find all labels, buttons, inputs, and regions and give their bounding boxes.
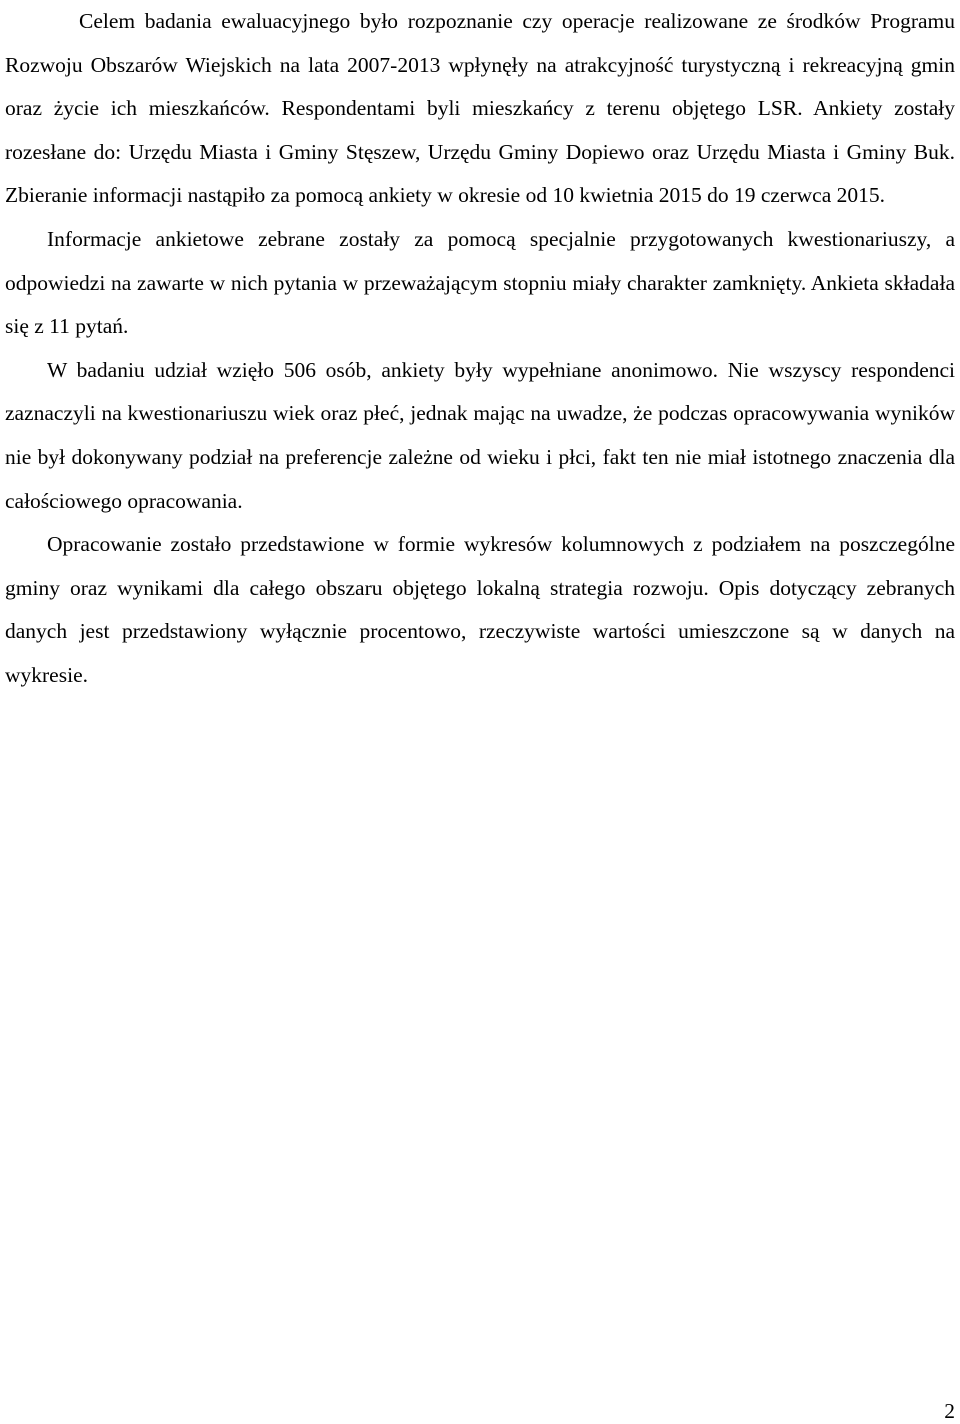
paragraph-presentation: Opracowanie zostało przedstawione w formie wykresów kolumnowych z podziałem na poszczególne gminy oraz wynikami dla całego obszaru objętego lokalną strategia rozwoju. Opis dotyczący zebranych danych jest przedstawiony wyłącznie procentowo, rzeczywiste wartości umieszczone są w danych na wykresie. [5, 532, 955, 687]
paragraph-research-goal: Celem badania ewaluacyjnego było rozpoznanie czy operacje realizowane ze środków Programu Rozwoju Obszarów Wiejskich na lata 2007-2013 wpłynęły na atrakcyjność turystyczną i rekreacyjną gmin oraz życie ich mieszkańców. Respondentami byli mieszkańcy z terenu objętego LSR. Ankiety zostały rozesłane do: Urzędu Miasta i Gminy Stęszew, Urzędu Gminy Dopiewo oraz Urzędu Miasta i Gminy Buk. Zbieranie informacji nastąpiło za pomocą ankiety w okresie od 10 kwietnia 2015 do 19 czerwca 2015. [5, 9, 955, 208]
paragraph-participants: W badaniu udział wzięło 506 osób, ankiety były wypełniane anonimowo. Nie wszyscy respondenci zaznaczyli na kwestionariuszu wiek oraz płeć, jednak mając na uwadze, że podczas opracowywania wyników nie był dokonywany podział na preferencje zależne od wieku i płci, fakt ten nie miał istotnego znaczenia dla całościowego opracowania. [5, 357, 955, 513]
body-text [5, 0, 955, 698]
page-number: 2 [944, 1399, 955, 1423]
paragraph-survey-info: Informacje ankietowe zebrane zostały za pomocą specjalnie przygotowanych kwestionariuszy, a odpowiedzi na zawarte w nich pytania w przeważającym stopniu miały charakter zamknięty. Ankieta składała się z 11 pytań. [5, 226, 955, 339]
